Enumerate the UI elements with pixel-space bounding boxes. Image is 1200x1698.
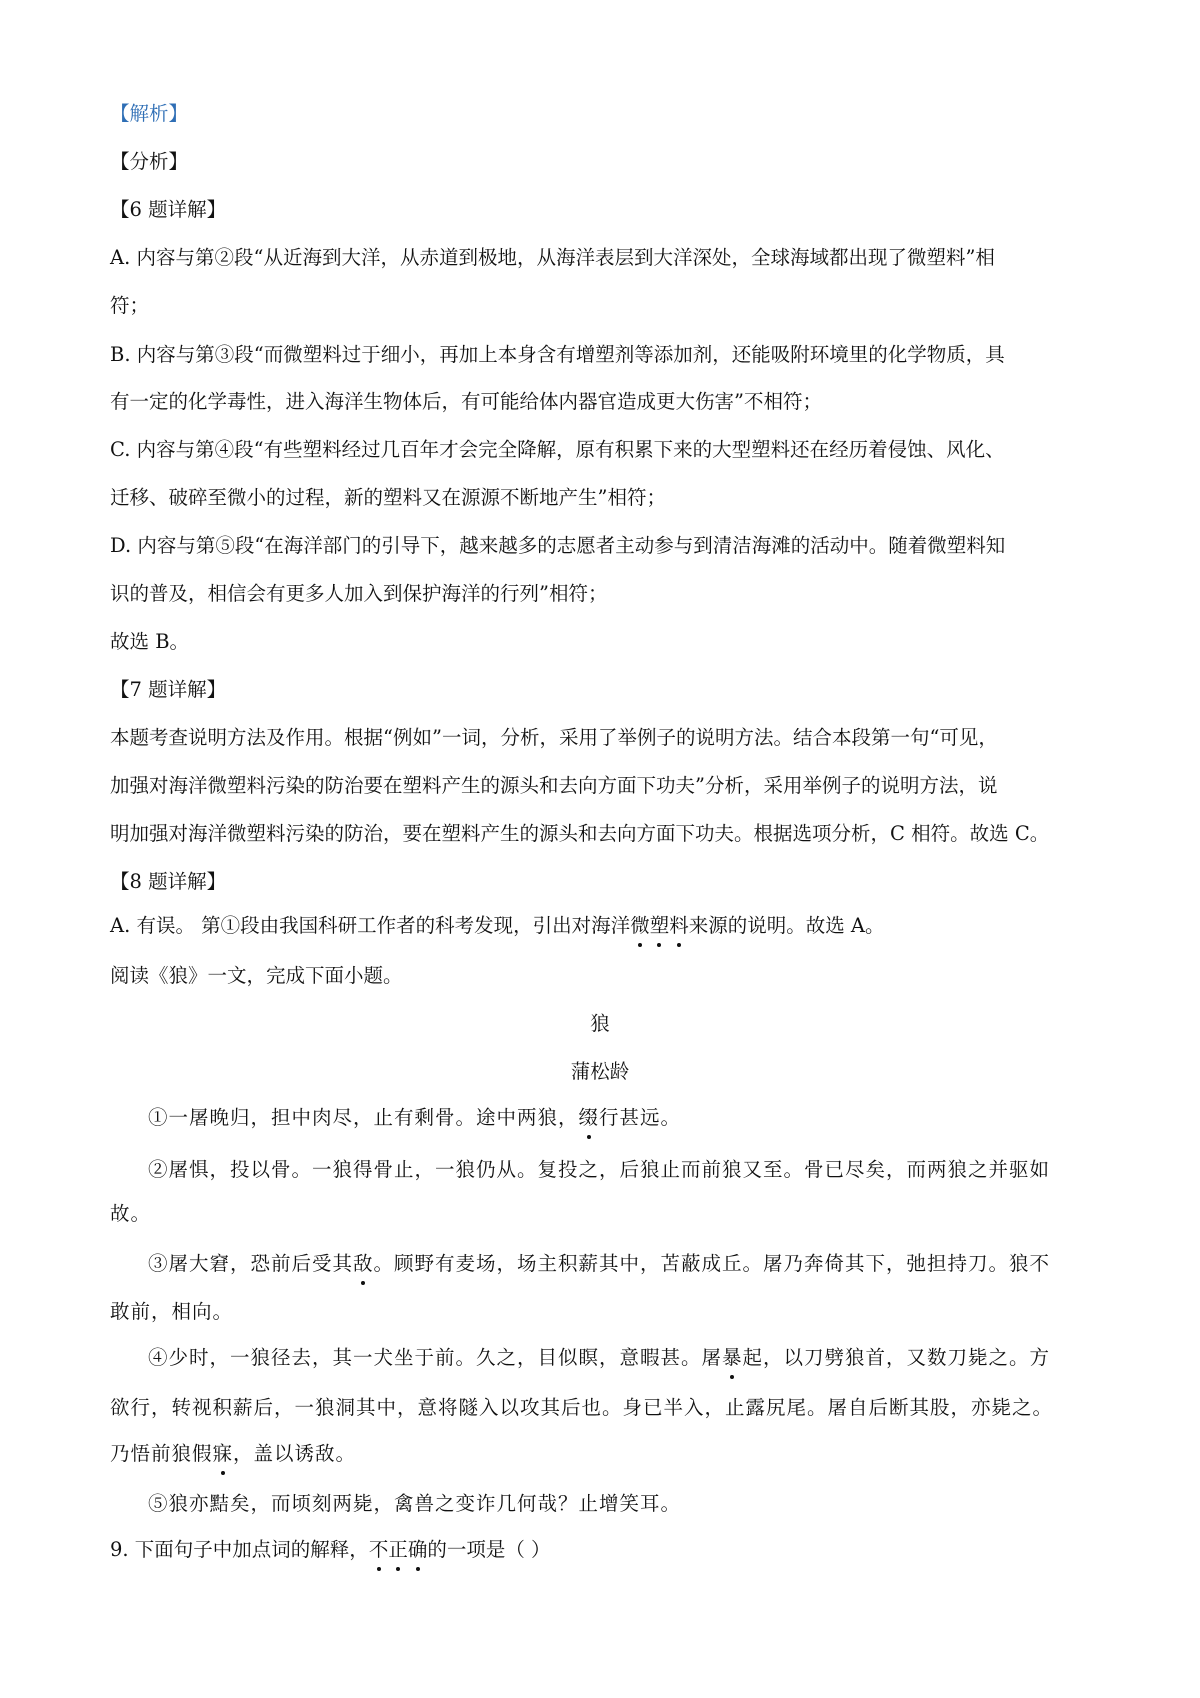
q8-answer-line (110, 912, 1100, 940)
para3-line2: 敢前，相向。 (110, 1300, 234, 1323)
analysis-heading: 【解析】 (110, 102, 189, 125)
q8-heading: 【8 题详解】 (110, 870, 227, 893)
question-9: 9. 下面句子中加点词的解释，不正确的一项是（ ） (110, 1536, 1100, 1564)
q7-line2: 加强对海洋微塑料污染的防治要在塑料产生的源头和去向方面下功夫”分析，采用举例子的说明方法，说 (110, 774, 998, 797)
q7-line1: 本题考查说明方法及作用。根据“例如”一词，分析，采用了举例子的说明方法。结合本段第一句“可见， (110, 726, 998, 749)
q6-b-line2: 有一定的化学毒性，进入海洋生物体后，有可能给体内器官造成更大伤害”不相符； (110, 390, 822, 413)
q6-a-line2: 符； (110, 294, 150, 317)
q6-a-line1: A. 内容与第②段“从近海到大洋，从赤道到极地，从海洋表层到大洋深处，全球海域都出现了微塑料”相 (110, 246, 995, 269)
q9-dotted-char-3: 确 (408, 1536, 428, 1564)
q6-answer: 故选 B。 (110, 630, 190, 653)
q7-line3: 明加强对海洋微塑料污染的防治，要在塑料产生的源头和去向方面下功夫。根据选项分析，C 相符。故选 C。 (110, 822, 1050, 845)
section-heading: 【分析】 (110, 150, 189, 173)
q6-b-line1: B. 内容与第③段“而微塑料过于细小，再加上本身含有增塑剂等添加剂，还能吸附环境里的化学物质，具 (110, 343, 1005, 366)
q8-dotted-char-2: 塑 (650, 912, 670, 940)
para5: ⑤狼亦黠矣，而顷刻两毙，禽兽之变诈几何哉？止增笑耳。 (148, 1492, 682, 1515)
para3-line1: ③屠大窘，恐前后受其敌。顾野有麦场，场主积薪其中，苫蔽成丘。屠乃奔倚其下，弛担持刀。狼不 (148, 1250, 1138, 1278)
poem-title: 狼 (590, 1012, 610, 1035)
para4-dotted-char: 暴 (722, 1344, 743, 1372)
q6-d-line2: 识的普及，相信会有更多人加入到保护海洋的行列”相符； (110, 582, 608, 605)
para4-dotted-char-2: 寐 (213, 1440, 234, 1468)
q8-dotted-char-1: 微 (630, 912, 650, 940)
q6-c-line1: C. 内容与第④段“有些塑料经过几百年才会完全降解，原有积累下来的大型塑料还在经历着侵蚀、风化、 (110, 438, 1005, 461)
para1: ①一屠晚归，担中肉尽，止有剩骨。途中两狼，缀行甚远。 (148, 1104, 1138, 1132)
q9-dotted-char-2: 正 (388, 1536, 408, 1564)
para4-line3: 乃悟前狼假寐，盖以诱敌。 (110, 1440, 1100, 1468)
q8-answer-suffix: 来源的说明。故选 A。 (688, 914, 885, 937)
para4-line1: ④少时，一狼径去，其一犬坐于前。久之，目似瞑，意暇甚。屠暴起，以刀劈狼首，又数刀毙之。方 (148, 1344, 1138, 1372)
para4-line2: 欲行，转视积薪后，一狼洞其中，意将隧入以攻其后也。身已半入，止露尻尾。屠自后断其股，亦毙之。 (110, 1396, 1054, 1419)
q6-heading: 【6 题详解】 (110, 198, 227, 221)
para2-line1: ②屠惧，投以骨。一狼得骨止，一狼仍从。复投之，后狼止而前狼又至。骨已尽矣，而两狼之并驱如 (148, 1158, 1051, 1181)
q9-dotted-char-1: 不 (369, 1536, 389, 1564)
q6-d-line1: D. 内容与第⑤段“在海洋部门的引导下，越来越多的志愿者主动参与到清洁海滩的活动中。随着微塑料知 (110, 534, 1006, 557)
q8-answer-prefix: A. 有误。 第①段由我国科研工作者的科考发现，引出对海洋 (110, 914, 631, 937)
para1-dotted-char: 缀 (579, 1104, 600, 1132)
q7-heading: 【7 题详解】 (110, 678, 227, 701)
q6-c-line2: 迁移、破碎至微小的过程，新的塑料又在源源不断地产生”相符； (110, 486, 666, 509)
q8-dotted-char-3: 料 (669, 912, 689, 940)
para2-line2: 故。 (110, 1202, 152, 1225)
reading-instruction: 阅读《狼》一文，完成下面小题。 (110, 964, 403, 987)
poem-author: 蒲松龄 (570, 1060, 630, 1083)
para3-dotted-char: 敌 (353, 1250, 374, 1278)
